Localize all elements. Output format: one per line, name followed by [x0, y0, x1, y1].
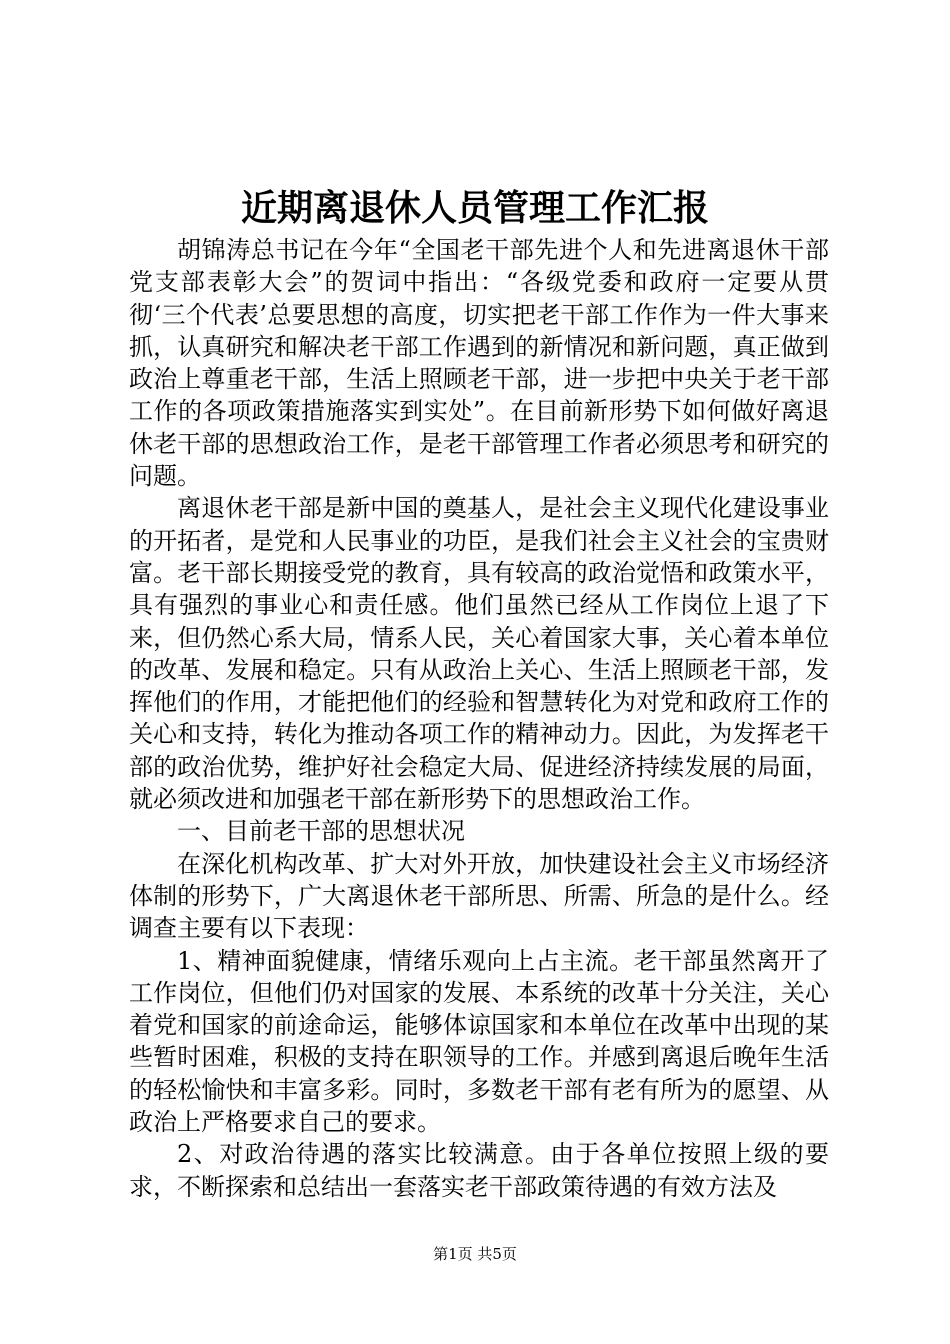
- section-heading: 一、目前老干部的思想状况: [177, 817, 465, 846]
- document-title: 近期离退休人员管理工作汇报: [240, 187, 709, 229]
- paragraph: 在深化机构改革、扩大对外开放，加快建设社会主义市场经济体制的形势下，广大离退休老干部所思、所需、所急的是什么。经调查主要有以下表现：: [129, 849, 829, 943]
- document-body: [129, 234, 829, 1203]
- page-footer: 第1页 共5页: [433, 1245, 517, 1263]
- paragraph: 胡锦涛总书记在今年“全国老干部先进个人和先进离退休干部党支部表彰大会”的贺词中指出：“各级党委和政府一定要从贯彻‘三个代表’总要思想的高度，切实把老干部工作作为一件大事来抓，认真研究和解决老干部工作遇到的新情况和新问题，真正做到政治上尊重老干部，生活上照顾老干部，进一步把中央关于老干部工作的各项政策措施落实到实处”。在目前新形势下如何做好离退休老干部的思想政治工作，是老干部管理工作者必须思考和研究的问题。: [129, 236, 829, 491]
- paragraph: 1、精神面貌健康，情绪乐观向上占主流。老干部虽然离开了工作岗位，但他们仍对国家的发展、本系统的改革十分关注，关心着党和国家的前途命运，能够体谅国家和本单位在改革中出现的某些暂时困难，积极的支持在职领导的工作。并感到离退后晚年生活的轻松愉快和丰富多彩。同时，多数老干部有老有所为的愿望、从政治上严格要求自己的要求。: [129, 946, 829, 1137]
- paragraph: 离退休老干部是新中国的奠基人，是社会主义现代化建设事业的开拓者，是党和人民事业的功臣，是我们社会主义社会的宝贵财富。老干部长期接受党的教育，具有较高的政治觉悟和政策水平，具有强烈的事业心和责任感。他们虽然已经从工作岗位上退了下来，但仍然心系大局，情系人民，关心着国家大事，关心着本单位的改革、发展和稳定。只有从政治上关心、生活上照顾老干部，发挥他们的作用，才能把他们的经验和智慧转化为对党和政府工作的关心和支持，转化为推动各项工作的精神动力。因此，为发挥老干部的政治优势，维护好社会稳定大局、促进经济持续发展的局面，就必须改进和加强老干部在新形势下的思想政治工作。: [129, 494, 829, 814]
- paragraph: 2、对政治待遇的落实比较满意。由于各单位按照上级的要求，不断探索和总结出一套落实老干部政策待遇的有效方法及: [129, 1140, 829, 1201]
